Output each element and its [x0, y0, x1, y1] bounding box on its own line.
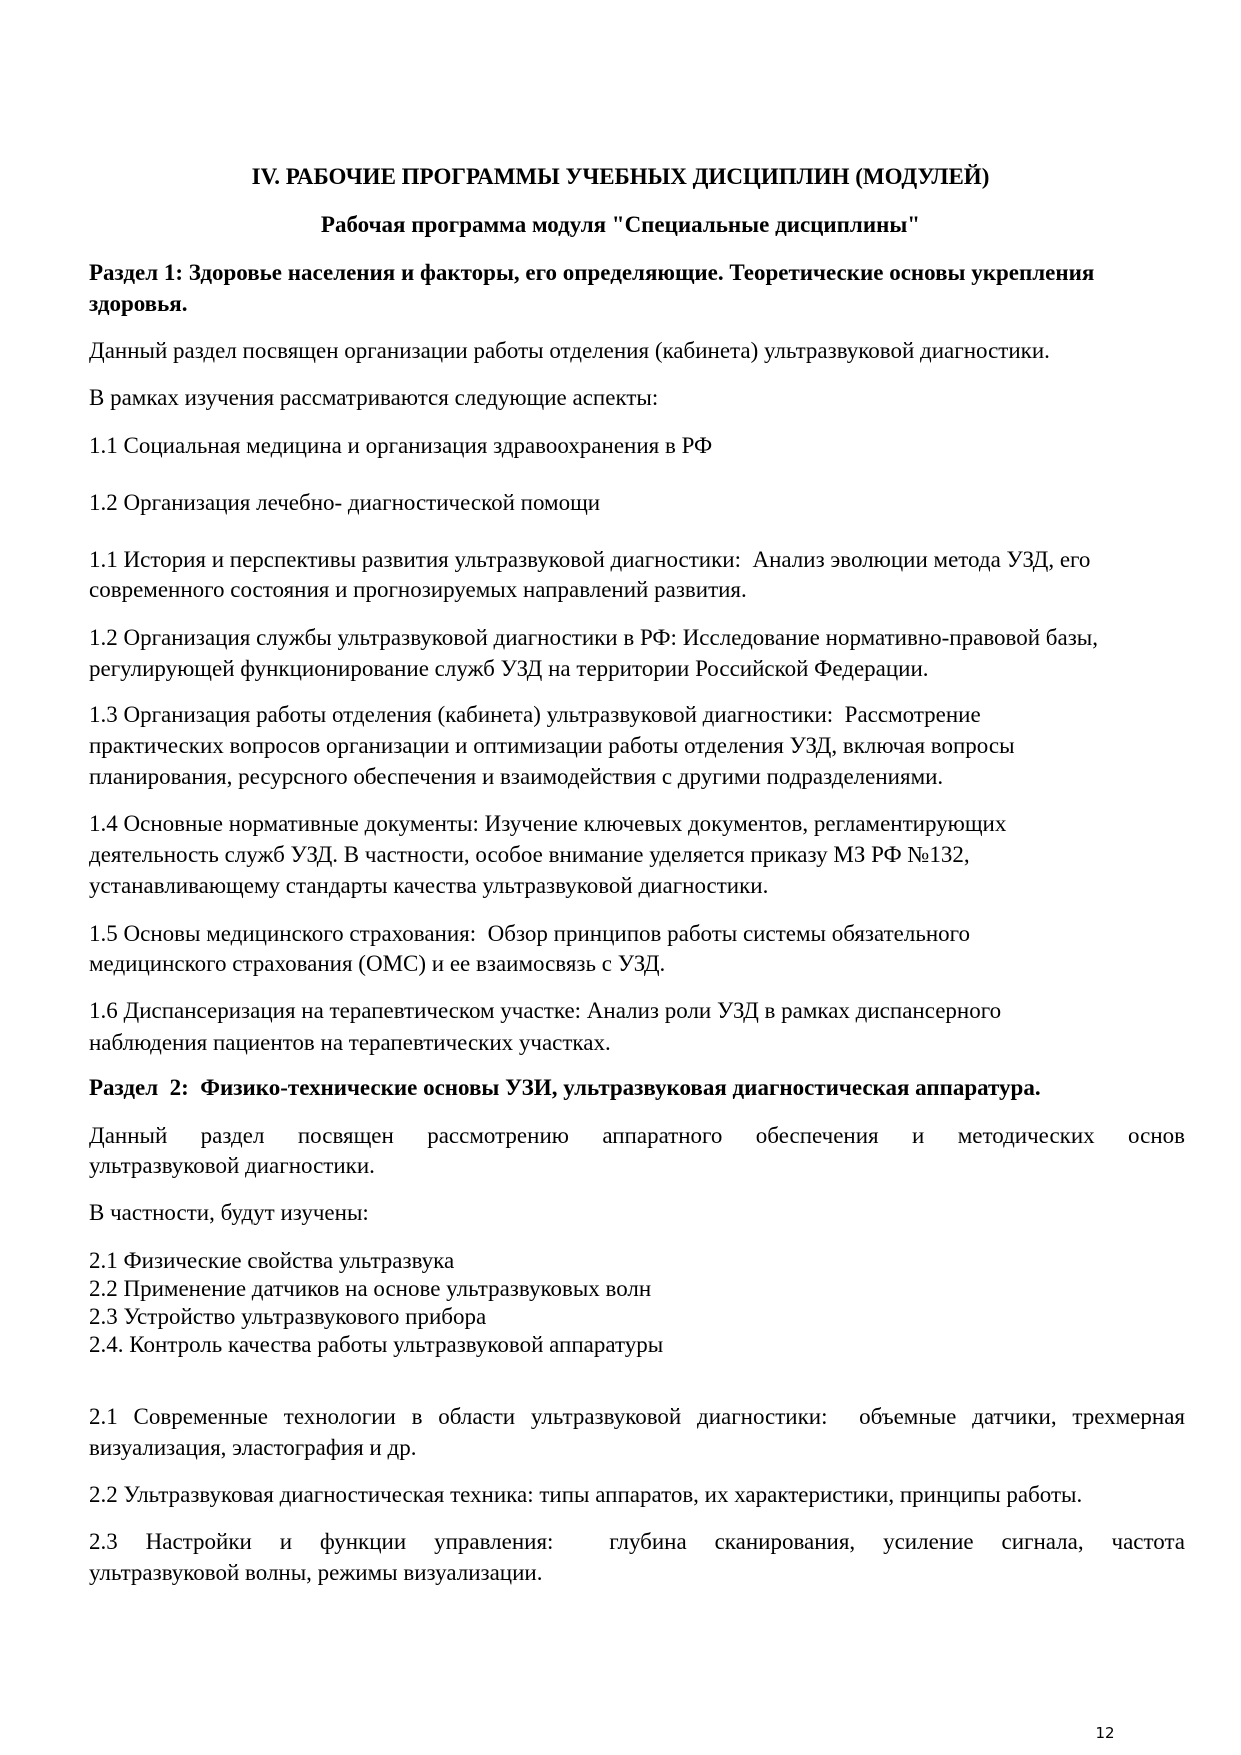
section2-intro-cont: ультразвуковой диагностики.	[89, 1153, 375, 1178]
section2-heading: Раздел 2: Физико-технические основы УЗИ, ультразвуковая диагностическая аппаратура.	[89, 1075, 1041, 1100]
list-item: 2.4. Контроль качества работы ультразвуковой аппаратуры	[89, 1332, 664, 1357]
section2-intro: Данный раздел посвящен рассмотрению аппаратного обеспечения и методических основ	[89, 1123, 1185, 1148]
topic-1-1a: 1.1 Социальная медицина и организация здравоохранения в РФ	[89, 433, 713, 458]
paragraph-2-3-cont: ультразвуковой волны, режимы визуализации.	[89, 1560, 543, 1585]
paragraph-2-1-cont: визуализация, эластография и др.	[89, 1435, 417, 1460]
paragraph-2-2: 2.2 Ультразвуковая диагностическая техника: типы аппаратов, их характеристики, принципы работы.	[89, 1482, 1083, 1507]
paragraph-1-4: 1.4 Основные нормативные документы: Изучение ключевых документов, регламентирующих	[89, 811, 1007, 836]
paragraph-1-6-cont: наблюдения пациентов на терапевтических участках.	[89, 1030, 611, 1055]
section1-heading: Раздел 1: Здоровье населения и факторы, его определяющие. Теоретические основы укрепления	[89, 260, 1095, 285]
list-item: 2.2 Применение датчиков на основе ультразвуковых волн	[89, 1276, 652, 1301]
paragraph-1-4-cont: деятельность служб УЗД. В частности, особое внимание уделяется приказу МЗ РФ №132,	[89, 842, 970, 867]
paragraph-1-3-cont: планирования, ресурсного обеспечения и взаимодействия с другими подразделениями.	[89, 764, 944, 789]
paragraph-2-3: 2.3 Настройки и функции управления: глубина сканирования, усиление сигнала, частота	[89, 1529, 1185, 1554]
paragraph-1-5: 1.5 Основы медицинского страхования: Обзор принципов работы системы обязательного	[89, 921, 971, 946]
page-subtitle: Рабочая программа модуля "Специальные дисциплины"	[320, 212, 921, 237]
section2-list-intro: В частности, будут изучены:	[89, 1200, 369, 1225]
paragraph-1-1: 1.1 История и перспективы развития ультразвуковой диагностики: Анализ эволюции метода УЗД, его	[89, 547, 1091, 572]
page-title: IV. РАБОЧИЕ ПРОГРАММЫ УЧЕБНЫХ ДИСЦИПЛИН (МОДУЛЕЙ)	[251, 164, 990, 189]
list-item: 2.1 Физические свойства ультразвука	[89, 1248, 455, 1273]
list-item: 2.3 Устройство ультразвукового прибора	[89, 1304, 487, 1329]
paragraph-1-2: 1.2 Организация службы ультразвуковой диагностики в РФ: Исследование нормативно-правовой базы,	[89, 625, 1098, 650]
section1-aspects-intro: В рамках изучения рассматриваются следующие аспекты:	[89, 385, 659, 410]
section1-intro: Данный раздел посвящен организации работы отделения (кабинета) ультразвуковой диагностики.	[89, 338, 1050, 363]
page-number: 12	[1095, 1724, 1115, 1742]
paragraph-1-2-cont: регулирующей функционирование служб УЗД на территории Российской Федерации.	[89, 656, 929, 681]
topic-1-2a: 1.2 Организация лечебно- диагностической помощи	[89, 490, 601, 515]
paragraph-1-3: 1.3 Организация работы отделения (кабинета) ультразвуковой диагностики: Рассмотрение	[89, 702, 981, 727]
paragraph-1-1-cont: современного состояния и прогнозируемых направлений развития.	[89, 577, 747, 602]
paragraph-1-3-cont: практических вопросов организации и оптимизации работы отделения УЗД, включая вопросы	[89, 733, 1015, 758]
paragraph-1-6: 1.6 Диспансеризация на терапевтическом участке: Анализ роли УЗД в рамках диспансерного	[89, 998, 1002, 1023]
section1-heading-cont: здоровья.	[89, 291, 188, 316]
paragraph-1-5-cont: медицинского страхования (ОМС) и ее взаимосвязь с УЗД.	[89, 951, 666, 976]
paragraph-1-4-cont: устанавливающему стандарты качества ультразвуковой диагностики.	[89, 873, 769, 898]
paragraph-2-1: 2.1 Современные технологии в области ультразвуковой диагностики: объемные датчики, трехмерная	[89, 1404, 1185, 1429]
